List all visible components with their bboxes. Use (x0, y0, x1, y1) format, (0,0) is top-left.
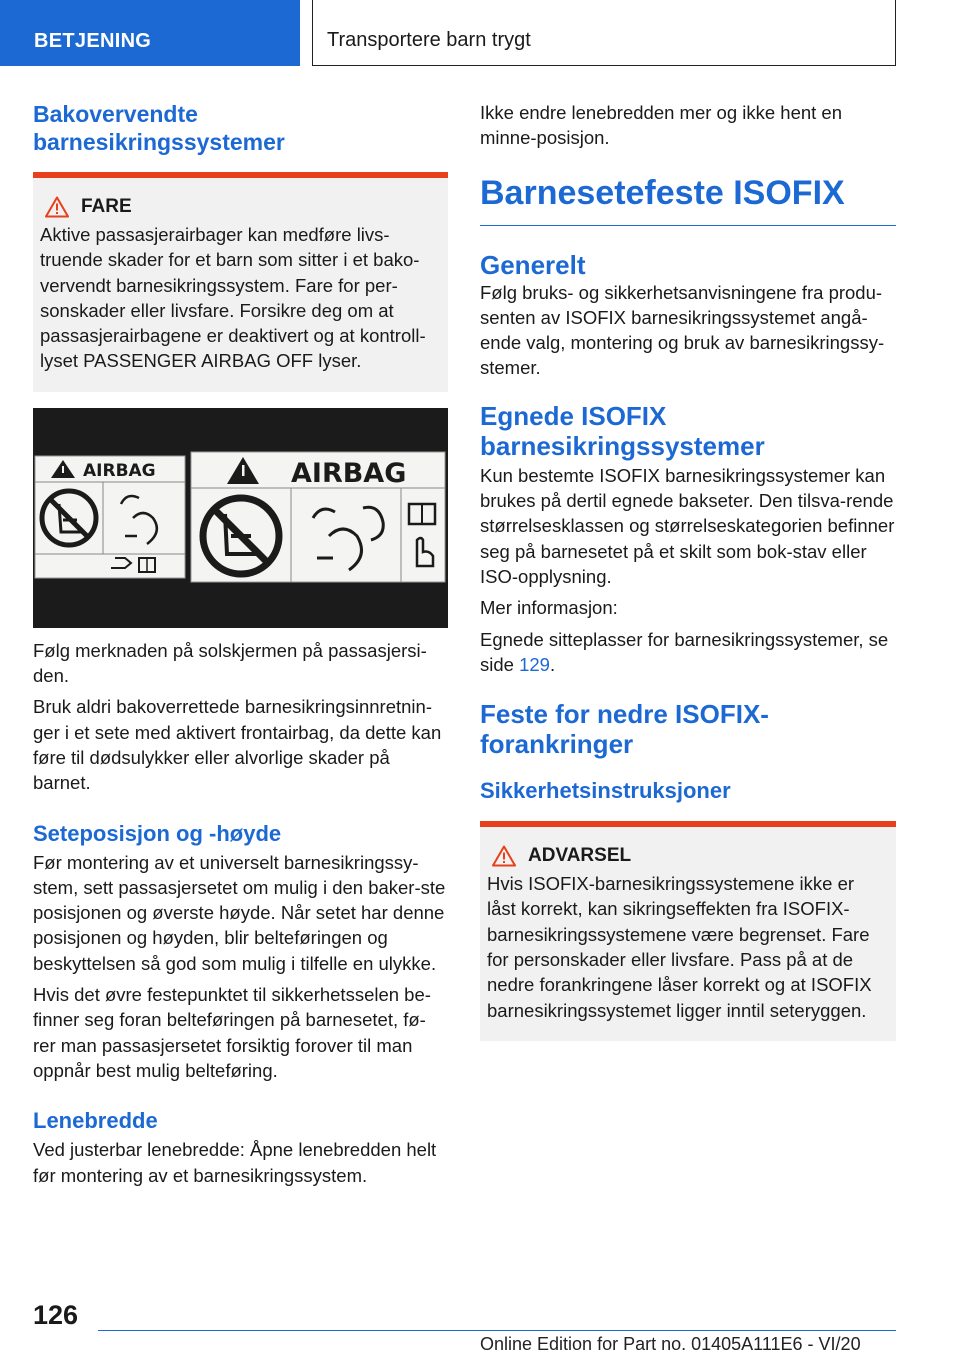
left-column (33, 100, 448, 1188)
paragraph-follow-note: Følg merknaden på solskjermen på passasjersi-den. (33, 639, 427, 687)
right-column (480, 100, 896, 1041)
danger-text: Aktive passasjerairbager kan medføre livs-truende skader for et barn som sitter i et bako-vervendt barnesikringssystem. Fare for per-sonskader eller livsfare. Forsikre deg om at passasjerairbagene er deaktivert og at kontroll-lyset PASSENGER AIRBAG OFF lyser. (40, 224, 426, 372)
see-page-end: . (549, 653, 556, 675)
sticker-small-airbag-text: AIRBAG (83, 460, 156, 481)
heading-suitable-isofix: Egnede ISOFIX barnesikringssystemer (480, 400, 765, 461)
danger-title (45, 196, 436, 218)
header-section-tab (0, 0, 300, 66)
title-isofix: Barnesetefeste ISOFIX (480, 173, 896, 226)
footer-edition: Online Edition for Part no. 01405A111E6 - VI/20 (480, 1334, 861, 1354)
header-section-label: BETJENING (34, 30, 152, 52)
sticker-large-airbag-text: AIRBAG (291, 457, 407, 489)
header-chapter-label: Transportere barn trygt (327, 29, 531, 51)
header-chapter-box (312, 0, 896, 66)
warning-title (492, 845, 884, 867)
paragraph-general: Følg bruks- og sikkerhetsanvisningene fra produ-senten av ISOFIX barnesikringssystemet angå-ende valg, montering og bruk av barnesikringssy-stemer. (480, 281, 885, 379)
paragraph-never-use: Bruk aldri bakoverrettede barnesikringsinnretnin-ger i et sete med aktivert frontairbag, da dette kan føre til dødsulykker eller alvorlige skader på barnet. (33, 696, 442, 794)
paragraph-no-change: Ikke endre lenebredden mer og ikke hent en minne-posisjon. (480, 102, 843, 149)
footer-divider (98, 1330, 896, 1331)
heading-seat-position: Seteposisjon og -høyde (33, 820, 282, 846)
paragraph-more-info: Mer informasjon: (480, 597, 618, 619)
heading-rear-facing: Bakovervendte barnesikringssystemer (33, 101, 285, 155)
airbag-stickers-illustration (33, 408, 448, 628)
paragraph-backrest-width: Ved justerbar lenebredde: Åpne lenebredden helt før montering av et barnesikringssystem. (33, 1139, 437, 1186)
paragraph-see-page (480, 627, 896, 678)
danger-label: FARE (81, 196, 132, 217)
heading-safety-instructions: Sikkerhetsinstruksjoner (480, 778, 731, 804)
paragraph-seat-position: Før montering av et universelt barnesikringssy-stem, sett passasjersetet om mulig i den baker-ste posisjonen og øverste høyde. Når setet har denne posisjonen og høyden, blir belteføringen og beskyttelsen så god som mulig i tilfelle en ulykke. (33, 851, 446, 974)
heading-general: Generelt (480, 249, 586, 280)
see-page-text: Egnede sitteplasser for barnesikringssystemer, se side (480, 628, 889, 675)
warning-box (480, 821, 896, 1041)
warning-triangle-icon (45, 196, 69, 218)
warning-label: ADVARSEL (528, 845, 632, 867)
paragraph-upper-anchor: Hvis det øvre festepunktet til sikkerhetsselen be-finner seg foran belteføringen på barnesetet, fø-rer man passasjersetet forsiktig forover til man oppnår best mulig belteføring. (33, 984, 431, 1081)
warning-text: Hvis ISOFIX-barnesikringssystemene ikke er låst korrekt, kan sikringseffekten fra ISOFIX-barnesikringssystemene være begrenset. Fare for personskader eller livsfare. Pass på at de nedre forankringene låser korrekt og at ISOFIX barnesikringssystemet ligger inntil seteryggen. (487, 873, 872, 1021)
airbag-label-photo (33, 408, 448, 628)
page-number: 126 (33, 1300, 79, 1330)
heading-backrest-width: Lenebredde (33, 1108, 158, 1134)
danger-box (33, 172, 448, 392)
warning-triangle-icon (492, 845, 516, 867)
paragraph-suitable: Kun bestemte ISOFIX barnesikringssystemer kan brukes på dertil egnede bakseter. Den tilsva-rende størrelsesklassen og størrelseskategorien befinner seg på barnesetet på et skilt som bok-stav eller ISO-opplysning. (480, 464, 895, 587)
page-link-129[interactable]: 129 (519, 653, 550, 675)
heading-lower-anchors: Feste for nedre ISOFIX-forankringer (480, 699, 769, 760)
